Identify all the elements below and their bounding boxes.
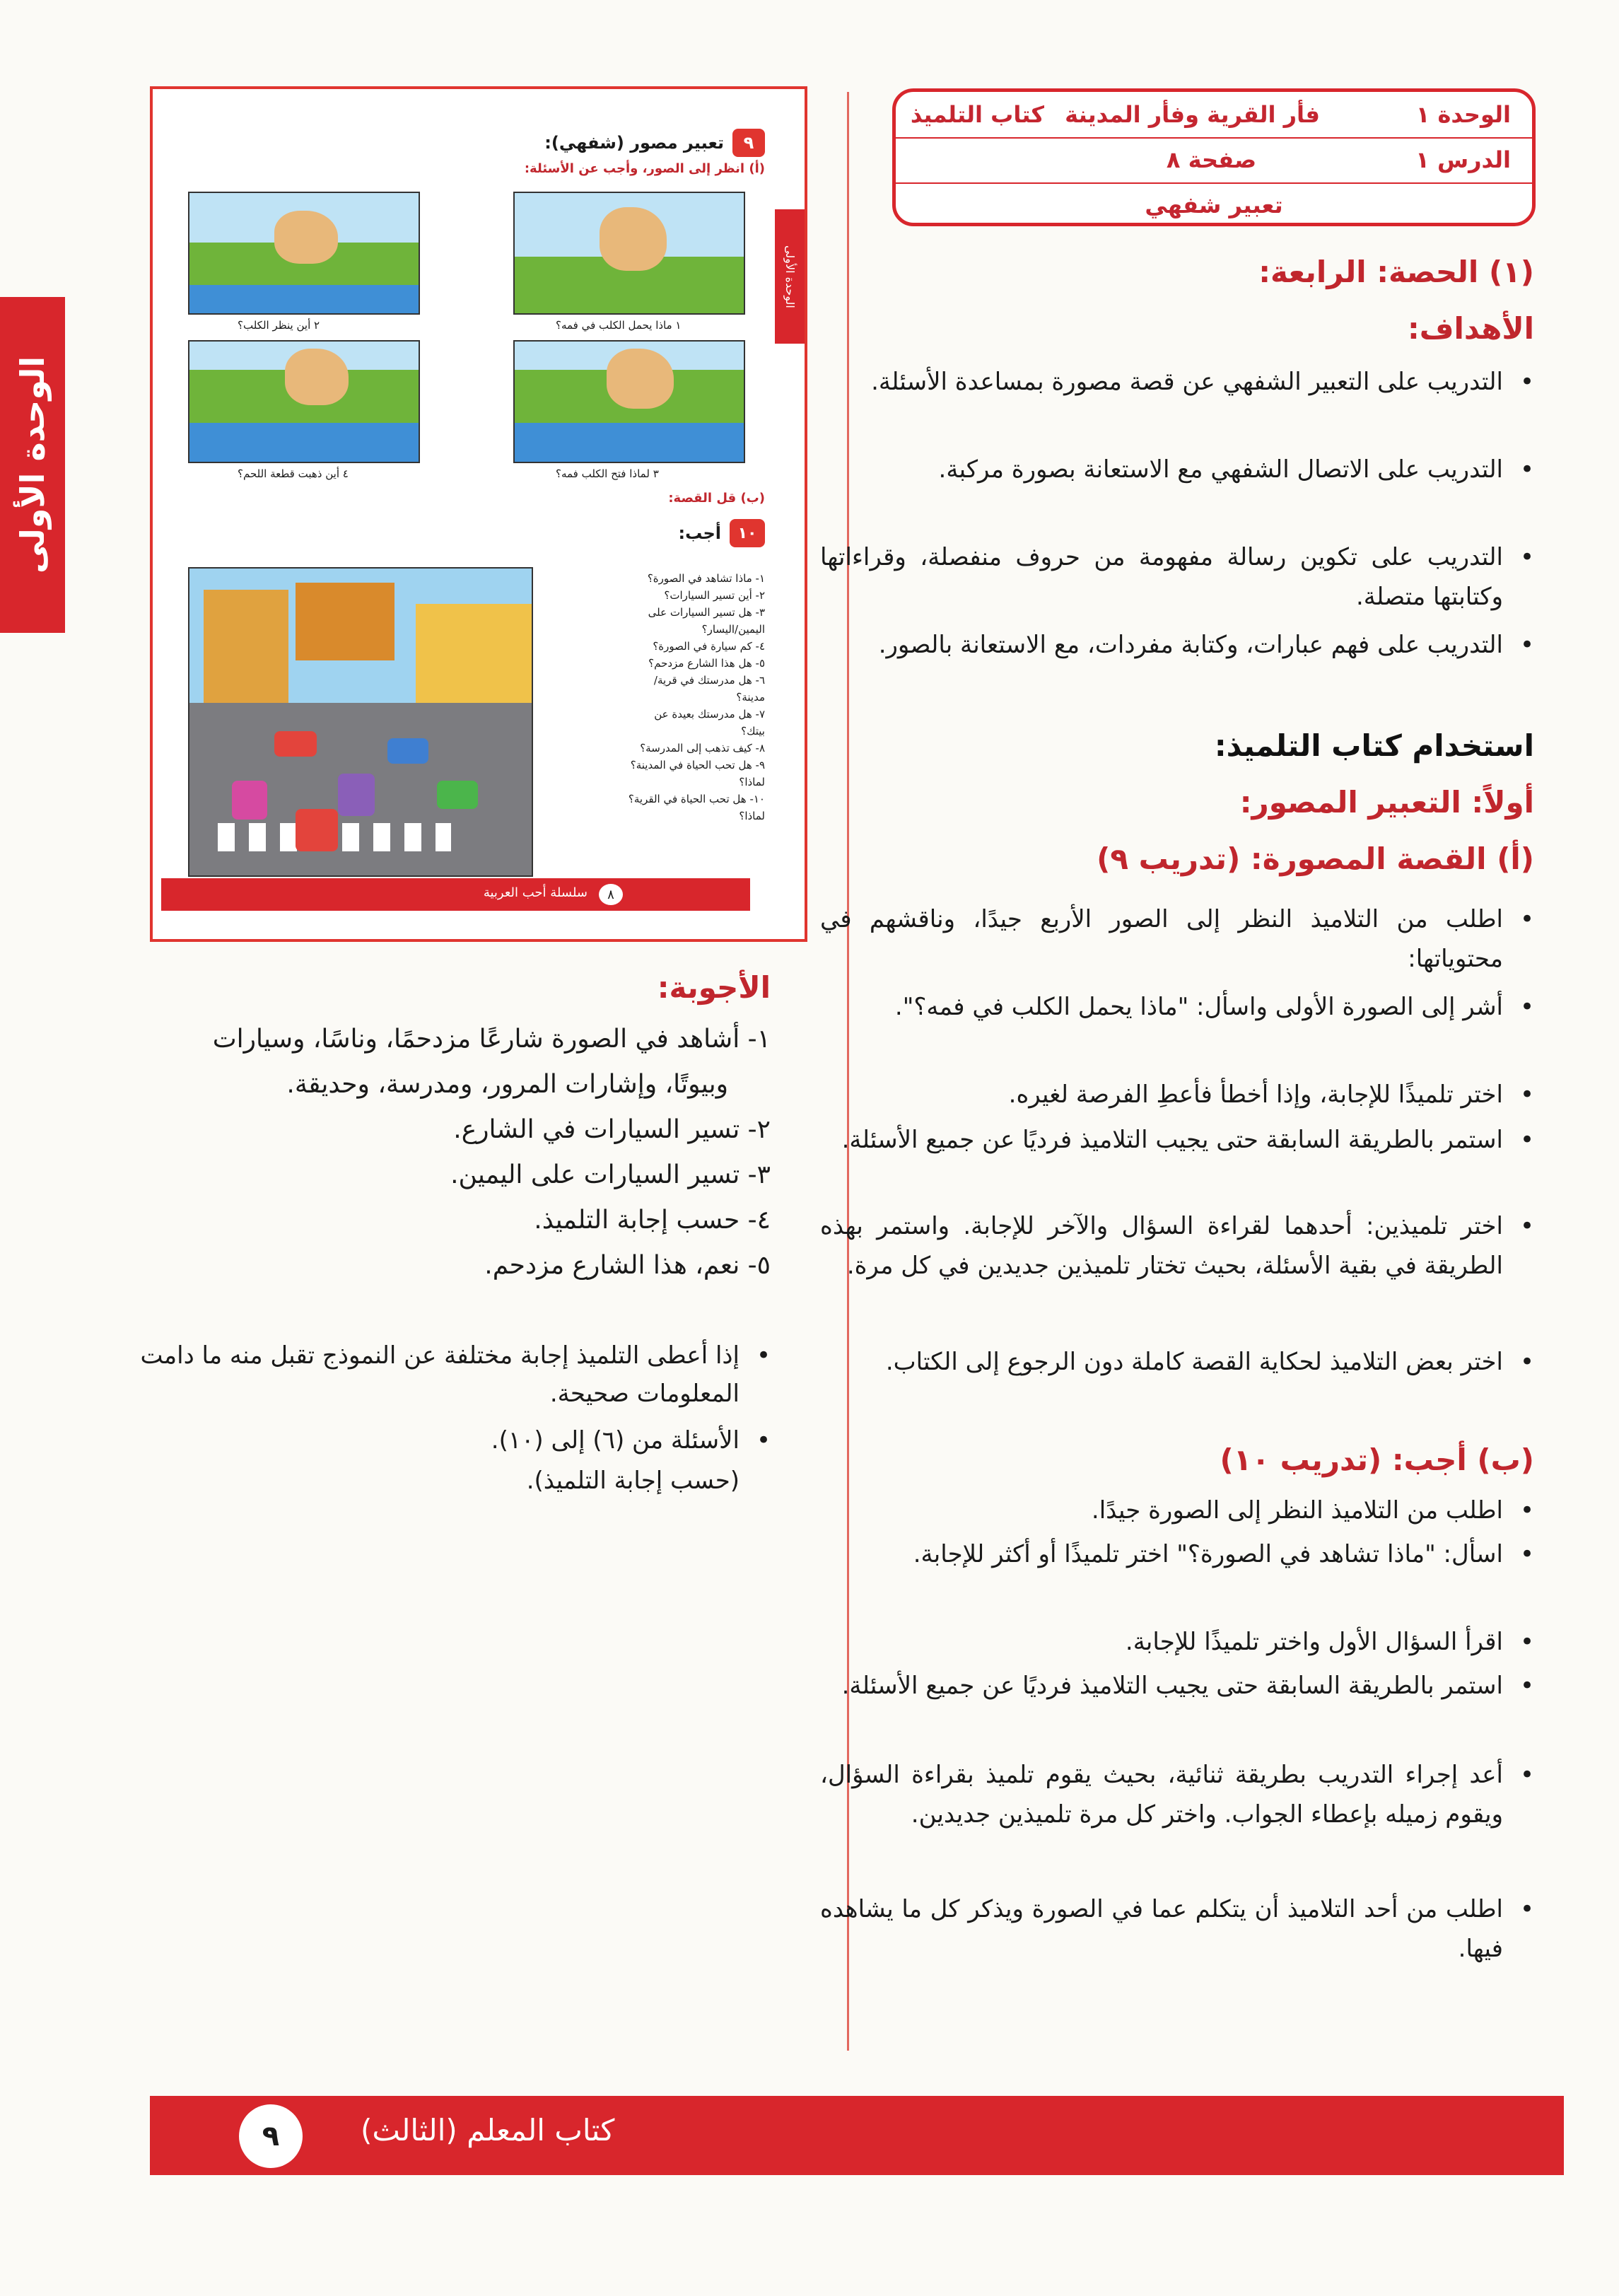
step-item: • استمر بالطريقة السابقة حتى يجيب التلاميذ فرديًا عن جميع الأسئلة. <box>820 1120 1534 1160</box>
ex10-number: ١٠ <box>730 519 765 547</box>
step-item: • اختر تلميذًا للإجابة، وإذا أخطأ فأعطِ الفرصة لغيره. <box>820 1075 1534 1114</box>
question-line: اليمين/اليسار؟ <box>701 623 765 636</box>
objective-item: • التدريب على تكوين رسالة مفهومة من حروف منفصلة، وقراءاتها وكتابتها متصلة. <box>820 537 1534 617</box>
question-line: ٤- كم سيارة في الصورة؟ <box>653 640 765 653</box>
unit-side-tab <box>0 297 65 633</box>
question-line: ٨- كيف تذهب إلى المدرسة؟ <box>640 742 765 754</box>
answer-item: ٤- حسب إجابة التلميذ. <box>534 1206 771 1235</box>
step-item: • اسأل: "ماذا تشاهد في الصورة؟" اختر تلميذًا أو أكثر للإجابة. <box>820 1534 1534 1574</box>
question-line: ٦- هل مدرستك في قرية/ <box>653 674 765 687</box>
section-first-heading: أولاً: التعبير المصور: <box>1239 785 1534 820</box>
header-page: صفحة ٨ <box>1166 146 1256 173</box>
header-row-lesson <box>896 137 1532 184</box>
question-line: لماذا؟ <box>739 776 765 788</box>
header-row-unit <box>896 92 1532 139</box>
header-unit: الوحدة ١ <box>1415 101 1511 128</box>
picture-caption: ٤ أين ذهبت قطعة اللحم؟ <box>238 467 349 480</box>
objective-item: • التدريب على التعبير الشفهي عن قصة مصورة بمساعدة الأسئلة. <box>820 362 1534 402</box>
step-item: • اطلب من التلاميذ النظر إلى الصورة جيدًا. <box>820 1491 1534 1530</box>
story-picture-2 <box>188 192 420 315</box>
answer-item: وبيوتًا، وإشارات المرور، ومدرسة، وحديقة. <box>286 1070 728 1099</box>
picture-caption: ٣ لماذا فتح الكلب فمه؟ <box>556 467 659 480</box>
step-item: • اطلب من أحد التلاميذ أن يتكلم عما في الصورة ويذكر كل ما يشاهده فيها. <box>820 1889 1534 1969</box>
step-item: • أشر إلى الصورة الأولى واسأل: "ماذا يحمل الكلب في فمه؟". <box>820 987 1534 1027</box>
book-side-tab <box>775 209 805 344</box>
header-book: كتاب التلميذ <box>910 101 1044 128</box>
answer-item: ٢- تسير السيارات في الشارع. <box>453 1115 771 1144</box>
question-line: ٣- هل تسير السيارات على <box>648 606 765 619</box>
answer-item: ١- أشاهد في الصورة شارعًا مزدحمًا، وناسًا، وسيارات <box>212 1025 771 1054</box>
header-lesson: الدرس ١ <box>1415 146 1511 173</box>
ex9-title: تعبير مصور (شفهي): <box>544 133 724 153</box>
picture-caption: ١ ماذا يحمل الكلب في فمه؟ <box>556 319 682 332</box>
header-unit-title: فأر القرية وفأر المدينة <box>1065 101 1320 128</box>
step-item: • اختر تلميذين: أحدهما لقراءة السؤال والآخر للإجابة. واستمر بهذه الطريقة في بقية الأسئلة، بحيث تختار تلميذين جديدين في كل مرة. <box>820 1206 1534 1286</box>
step-item: • استمر بالطريقة السابقة حتى يجيب التلاميذ فرديًا عن جميع الأسئلة. <box>820 1666 1534 1706</box>
page-number: ٩ <box>239 2104 303 2168</box>
step-item: • اقرأ السؤال الأول واختر تلميذًا للإجابة. <box>820 1622 1534 1662</box>
question-line: ١- ماذا تشاهد في الصورة؟ <box>647 572 765 585</box>
step-item: • أعد إجراء التدريب بطريقة ثنائية، بحيث يقوم تلميذ بقراءة السؤال، ويقوم زميله بإعطاء الجواب. واختر كل مرة تلميذين جديدين. <box>820 1755 1534 1834</box>
answer-note: • الأسئلة من (٦) إلى (١٠). <box>71 1421 771 1459</box>
question-line: ٥- هل هذا الشارع مزدحم؟ <box>648 657 765 670</box>
step-item: • اختر بعض التلاميذ لحكاية القصة كاملة دون الرجوع إلى الكتاب. <box>820 1342 1534 1382</box>
answers-heading: الأجوبة: <box>657 970 771 1005</box>
question-line: ٢- أين تسير السيارات؟ <box>664 589 765 602</box>
objectives-heading: الأهداف: <box>1407 311 1534 346</box>
answer-item: ٥- نعم، هذا الشارع مزدحم. <box>484 1251 771 1280</box>
answer-note: • إذا أعطى التلميذ إجابة مختلفة عن النموذج تقبل منه ما دامت المعلومات صحيحة. <box>71 1336 771 1413</box>
story-picture-3 <box>513 340 745 463</box>
picture-caption: ٢ أين ينظر الكلب؟ <box>238 319 320 332</box>
street-questions <box>525 570 765 824</box>
ex9-subtitle: (أ) انظر إلى الصور، وأجب عن الأسئلة: <box>524 161 765 176</box>
question-line: ٩- هل تحب الحياة في المدينة؟ <box>630 759 765 771</box>
ex9-heading <box>544 129 765 157</box>
ex9-number: ٩ <box>732 129 765 157</box>
book-series-name: سلسلة أحب العربية <box>483 885 588 900</box>
question-line: ١٠- هل تحب الحياة في القرية؟ <box>628 793 765 805</box>
question-line: ٧- هل مدرستك بعيدة عن <box>654 708 765 721</box>
using-book-heading: استخدام كتاب التلميذ: <box>1214 728 1534 763</box>
question-line: بيتك؟ <box>741 725 765 738</box>
story-picture-4 <box>188 340 420 463</box>
period-heading: (١) الحصة: الرابعة: <box>1258 255 1534 289</box>
unit-side-tab-label: الوحدة الأولى <box>13 356 52 574</box>
textbook-page-thumbnail <box>150 86 807 942</box>
header-topic: تعبير شفهي <box>1145 192 1283 218</box>
answer-note-tail: (حسب إجابة التلميذ). <box>526 1467 740 1495</box>
answer-item: ٣- تسير السيارات على اليمين. <box>450 1160 771 1189</box>
question-line: لماذا؟ <box>739 810 765 822</box>
objective-item: • التدريب على فهم عبارات، وكتابة مفردات، مع الاستعانة بالصور. <box>820 625 1534 665</box>
book-side-label: الوحدة الأولى <box>783 245 797 308</box>
ex9-story-label: (ب) قل القصة: <box>668 491 765 506</box>
step-item: • اطلب من التلاميذ النظر إلى الصور الأربع جيدًا، وناقشهم في محتوياتها: <box>820 899 1534 979</box>
lesson-header-box <box>892 88 1536 226</box>
story-picture-1 <box>513 192 745 315</box>
header-row-topic <box>896 182 1532 228</box>
section-a-heading: (أ) القصة المصورة: (تدريب ٩) <box>1097 841 1534 876</box>
book-page-number: ٨ <box>599 884 623 905</box>
question-line: مدينة؟ <box>736 691 765 704</box>
ex10-title: أجب: <box>678 523 721 543</box>
ex10-heading <box>678 519 765 547</box>
objective-item: • التدريب على الاتصال الشفهي مع الاستعانة بصورة مركبة. <box>820 450 1534 489</box>
street-picture <box>188 567 533 877</box>
footer-book-title: كتاب المعلم (الثالث) <box>361 2113 615 2148</box>
section-b-heading: (ب) أجب: (تدريب ١٠) <box>1220 1443 1534 1477</box>
book-footer-bar <box>161 878 750 911</box>
